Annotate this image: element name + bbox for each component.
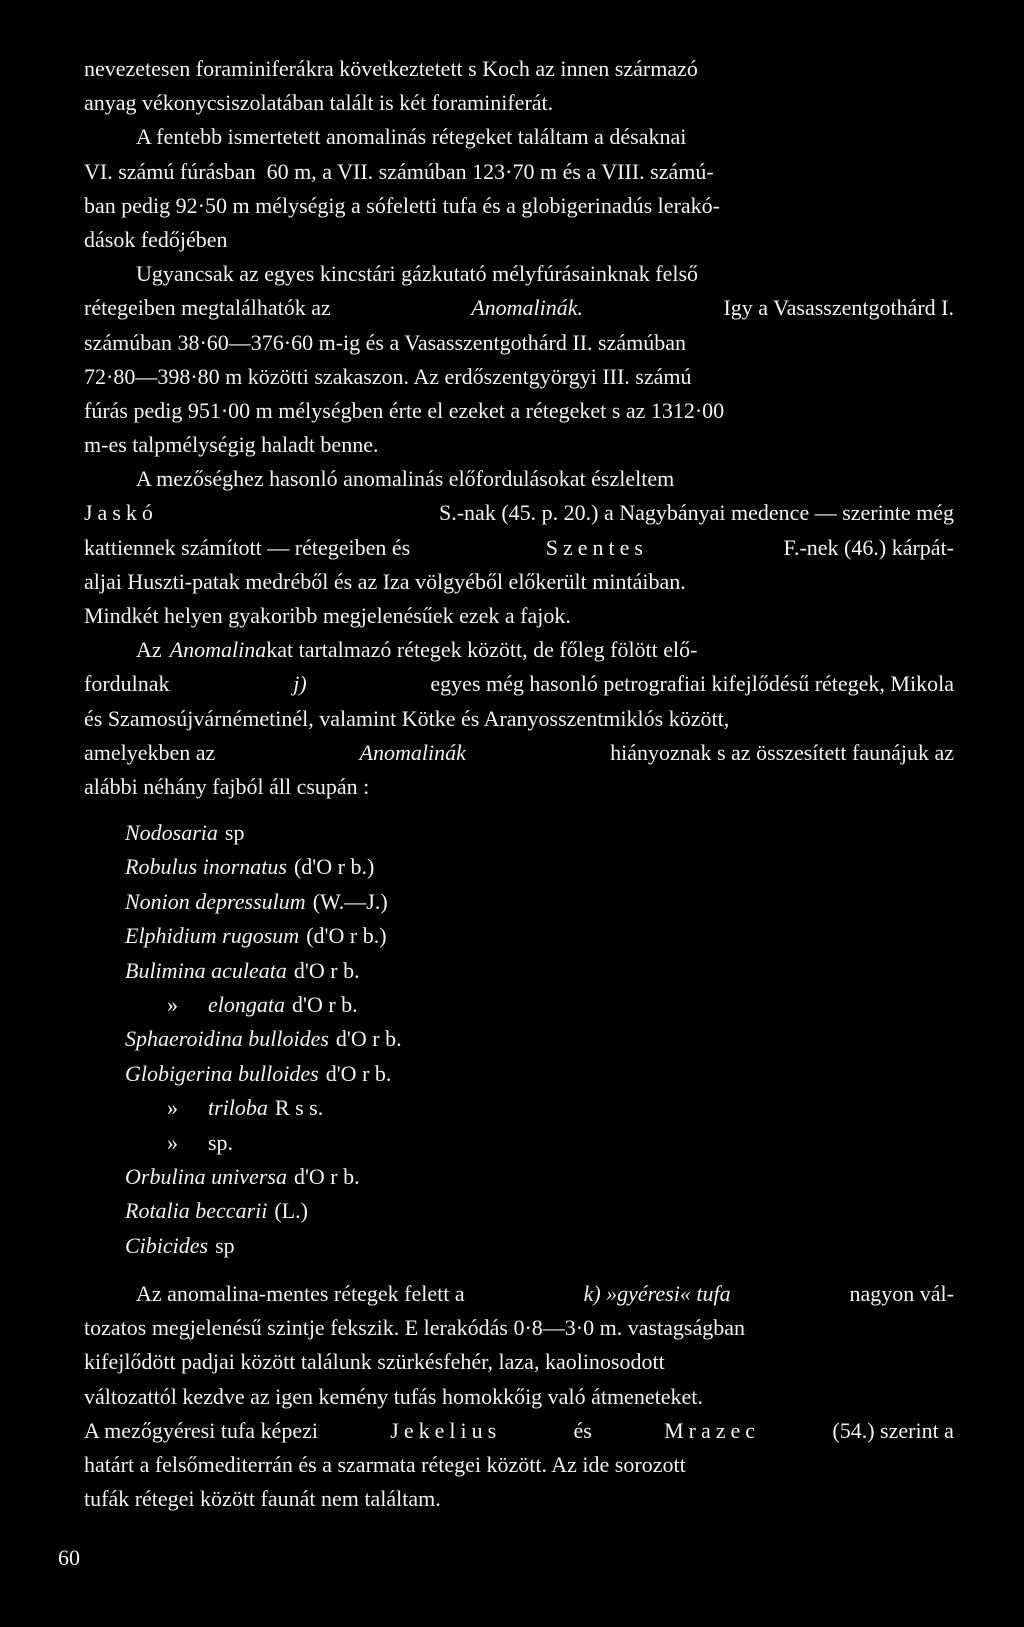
species-name: Orbulina universa xyxy=(125,1163,287,1189)
text-line xyxy=(84,1311,954,1345)
text-span: fúrás pedig 951·00 m mélységben érte el ezeket a rétegeket s az 1312·00 xyxy=(84,397,725,423)
text-span: és xyxy=(573,1417,592,1443)
text-span: S.-nak (45. p. 20.) a Nagybányai medence — szerinte még xyxy=(439,500,954,526)
species-row xyxy=(125,1057,402,1091)
text-span: és Szamosújvárnémetinél, valamint Kötke és Aranyosszentmiklós között, xyxy=(84,705,730,731)
species-name: Cibicides xyxy=(125,1232,209,1258)
species-name: Robulus inornatus xyxy=(125,854,287,880)
text-line xyxy=(84,1414,954,1448)
text-line xyxy=(84,1380,954,1414)
text-line xyxy=(84,736,954,770)
page-number: 60 xyxy=(58,1545,80,1570)
text-line xyxy=(84,155,954,189)
species-author: d'O r b. xyxy=(293,1163,360,1189)
text-line xyxy=(84,1448,954,1482)
species-author: R s s. xyxy=(274,1095,324,1121)
species-author: (d'O r b.) xyxy=(293,854,375,880)
text-span: kifejlődött padjai között találunk szürkésfehér, laza, kaolinosodott xyxy=(84,1349,665,1375)
species-author: (W.—J.) xyxy=(312,888,388,914)
text-span: fordulnak xyxy=(84,671,170,697)
species-author: (L.) xyxy=(274,1198,308,1224)
text-line xyxy=(84,1482,954,1516)
text-line xyxy=(84,1345,954,1379)
species-row xyxy=(125,1022,402,1056)
author-name: Szentes xyxy=(545,534,648,560)
species-name: Bulimina aculeata xyxy=(125,957,287,983)
text-line xyxy=(84,462,954,496)
text-line xyxy=(84,291,954,325)
text-line xyxy=(84,599,954,633)
text-span: A mezőséghez hasonló anomalinás előfordulásokat észleltem xyxy=(136,466,675,492)
taxon-name: Anomalina xyxy=(169,637,267,663)
text-span: nagyon vál- xyxy=(849,1281,954,1306)
text-line xyxy=(84,52,954,86)
text-span: tufák rétegei között faunát nem találtam. xyxy=(84,1486,441,1512)
text-span: anyag vékonycsiszolatában talált is két foraminiferát. xyxy=(84,90,554,116)
species-row xyxy=(125,954,402,988)
text-span: kat tartalmazó rétegek között, de főleg fölött elő- xyxy=(266,637,698,663)
text-span: A mezőgyéresi tufa képezi xyxy=(84,1417,318,1443)
species-row xyxy=(125,1160,402,1194)
species-row xyxy=(125,885,402,919)
species-author: d'O r b. xyxy=(292,991,358,1017)
species-author: sp. xyxy=(208,1129,234,1155)
species-name: Rotalia beccarii xyxy=(125,1198,268,1224)
text-span: Mindkét helyen gyakoribb megjelenésűek ezek a fajok. xyxy=(84,603,571,628)
author-name: Jaskó xyxy=(84,500,158,526)
text-span: (54.) szerint a xyxy=(832,1417,954,1443)
text-span: kattiennek számított — rétegeiben és xyxy=(84,534,411,560)
species-author: d'O r b. xyxy=(335,1026,402,1052)
species-author: d'O r b. xyxy=(293,957,360,983)
ditto-mark: » xyxy=(167,1095,178,1121)
ditto-mark: » xyxy=(167,1129,178,1155)
page-text-bottom xyxy=(84,1277,954,1516)
species-name: Nodosaria xyxy=(125,820,218,845)
species-author: sp xyxy=(215,1232,235,1258)
species-row xyxy=(125,988,402,1022)
unit-name: k) »gyéresi« tufa xyxy=(583,1281,731,1306)
species-name: Globigerina bulloides xyxy=(125,1060,319,1086)
text-span: Ugyancsak az egyes kincstári gázkutató mélyfúrásainknak felső xyxy=(136,261,699,287)
species-name: Nonion depressulum xyxy=(125,888,306,914)
species-list xyxy=(125,816,402,1263)
text-line xyxy=(84,120,954,154)
text-span: aljai Huszti-patak medréből és az Iza völgyéből előkerült mintáiban. xyxy=(84,568,686,594)
text-span: A fentebb ismertetett anomalinás rétegeket találtam a désaknai xyxy=(136,124,687,150)
text-line xyxy=(84,428,954,462)
text-span: m-es talpmélységig haladt benne. xyxy=(84,432,379,458)
species-row xyxy=(125,1126,402,1160)
text-span: változattól kezdve az igen kemény tufás homokkőig való átmeneteket. xyxy=(84,1383,703,1409)
species-author: sp xyxy=(224,820,245,845)
text-line xyxy=(84,189,954,223)
species-row xyxy=(125,1229,402,1263)
taxon-name: Anomalinák xyxy=(359,739,466,765)
text-span: egyes még hasonló petrografiai kifejlődésű rétegek, Mikola xyxy=(430,671,954,697)
text-line xyxy=(84,565,954,599)
species-name: Sphaeroidina bulloides xyxy=(125,1026,329,1052)
species-author: d'O r b. xyxy=(325,1060,392,1086)
species-row xyxy=(125,1194,402,1228)
list-marker: j) xyxy=(293,671,307,697)
text-span: határt a felsőmediterrán és a szarmata rétegei között. Az ide sorozott xyxy=(84,1451,686,1477)
text-line xyxy=(84,86,954,120)
text-span: amelyekben az xyxy=(84,739,216,765)
species-author: (d'O r b.) xyxy=(306,923,387,949)
species-row xyxy=(125,919,402,953)
text-line xyxy=(84,702,954,736)
text-span: tozatos megjelenésű szintje fekszik. E lerakódás 0·8—3·0 m. vastagságban xyxy=(84,1315,746,1341)
text-line xyxy=(84,326,954,360)
text-line xyxy=(84,394,954,428)
species-name: triloba xyxy=(208,1095,268,1121)
text-line xyxy=(84,360,954,394)
text-span: VI. számú fúrásban 60 m, a VII. számúban 123·70 m és a VIII. számú- xyxy=(84,158,714,184)
species-row xyxy=(125,816,402,850)
species-row xyxy=(125,1091,402,1125)
text-span: rétegeiben megtalálhatók az xyxy=(84,295,331,321)
text-line xyxy=(84,496,954,530)
text-line xyxy=(84,667,954,701)
text-span: 72·80—398·80 m közötti szakaszon. Az erdőszentgyörgyi III. számú xyxy=(84,363,692,389)
text-line xyxy=(84,770,954,804)
text-span: dások fedőjében xyxy=(84,226,228,252)
text-span: számúban 38·60—376·60 m-ig és a Vasasszentgothárd II. számúban xyxy=(84,329,686,355)
author-name: Mrazec xyxy=(664,1417,761,1443)
text-span: Az anomalina-mentes rétegek felett a xyxy=(136,1281,465,1306)
text-line xyxy=(84,633,954,667)
text-span: F.-nek (46.) kárpát- xyxy=(783,534,954,560)
author-name: Jekelius xyxy=(390,1417,502,1443)
species-name: Elphidium rugosum xyxy=(125,923,300,949)
taxon-name: Anomalinák. xyxy=(471,295,584,321)
text-span: ban pedig 92·50 m mélységig a sófeletti tufa és a globigerinadús lerakó- xyxy=(84,192,720,218)
species-name: elongata xyxy=(208,991,285,1017)
text-line xyxy=(84,257,954,291)
text-span: nevezetesen foraminiferákra következtetett s Koch az innen származó xyxy=(84,56,698,81)
page-text-top xyxy=(84,52,954,804)
species-row xyxy=(125,850,402,884)
text-span: hiányoznak s az összesített faunájuk az xyxy=(610,739,954,765)
text-line xyxy=(84,531,954,565)
text-line xyxy=(84,223,954,257)
text-span: Igy a Vasasszentgothárd I. xyxy=(723,295,954,321)
ditto-mark: » xyxy=(167,991,178,1017)
text-span: Az xyxy=(136,637,162,663)
text-line xyxy=(84,1277,954,1311)
text-span: alábbi néhány fajból áll csupán : xyxy=(84,773,370,799)
